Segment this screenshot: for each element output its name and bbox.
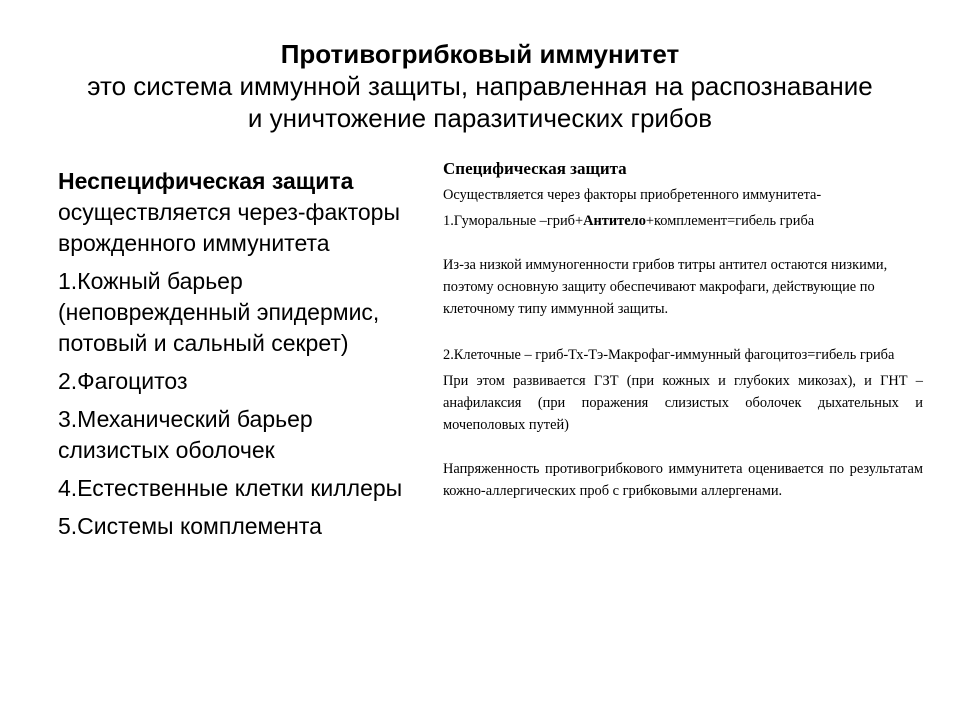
nonspecific-item-complement: 5.Системы комплемента — [58, 513, 322, 539]
hypersensitivity-note: При этом развивается ГЗТ (при кожных и глубоких микозах), и ГНТ –анафилаксия (при поражения слизистых оболочек дыхательных и мочеполовых путей) — [443, 373, 923, 433]
title-main: Противогрибковый иммунитет — [280, 39, 680, 69]
title-definition-line-1: это система иммунной защиты, направленная на распознавание — [87, 71, 873, 101]
specific-intro: Осуществляется через факторы приобретенного иммунитета- — [443, 187, 822, 203]
nonspecific-intro-block — [58, 166, 418, 259]
immunity-intensity-note: Напряженность противогрибкового иммунитета оценивается по результатам кожно-аллергических проб с грибковыми аллергенами. — [443, 461, 923, 499]
antibody-term: Антитело — [583, 213, 646, 229]
nonspecific-heading: Неспецифическая защита — [58, 168, 354, 194]
nonspecific-item-phagocytosis: 2.Фагоцитоз — [58, 368, 188, 394]
title-definition-line-2: и уничтожение паразитических грибов — [247, 103, 713, 133]
nonspecific-item-killer-cells: 4.Естественные клетки киллеры — [58, 475, 403, 501]
low-immunogenicity-note: Из-за низкой иммуногенности грибов титры антител остаются низкими, поэтому основную защиту обеспечивают макрофаги, действующие по клеточному типу иммунной защиты. — [443, 257, 888, 317]
nonspecific-intro: осуществляется через-факторы врожденного иммунитета — [58, 199, 400, 256]
specific-heading: Специфическая защита — [443, 159, 627, 178]
humoral-text-start: 1.Гуморальные –гриб+ — [443, 213, 584, 229]
slide-title — [30, 38, 930, 134]
cellular-defense: 2.Клеточные – гриб-Тх-Тэ-Макрофаг-иммунный фагоцитоз=гибель гриба — [443, 347, 895, 363]
humoral-defense — [443, 210, 923, 232]
nonspecific-item-skin-barrier: 1.Кожный барьер (неповрежденный эпидермис, потовый и сальный секрет) — [58, 268, 380, 356]
nonspecific-defense-column — [58, 166, 418, 542]
specific-defense-column — [443, 156, 923, 502]
nonspecific-item-mucosal-barrier: 3.Механический барьер слизистых оболочек — [58, 406, 313, 463]
humoral-text-end: +комплемент=гибель гриба — [645, 213, 815, 229]
